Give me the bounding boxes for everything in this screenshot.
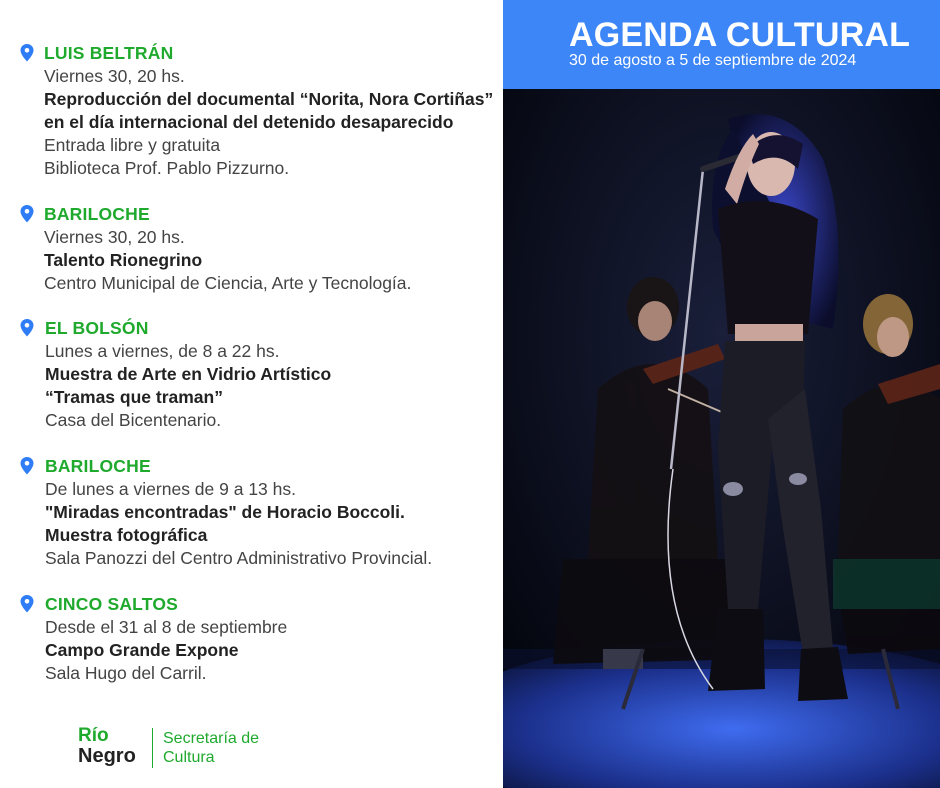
- logo-line-1: Río: [78, 725, 109, 746]
- agenda-header: [503, 0, 940, 89]
- concert-photo: [503, 89, 940, 788]
- location-pin-icon: [20, 457, 34, 475]
- location-pin-icon: [20, 595, 34, 613]
- event-venue: Biblioteca Prof. Pablo Pizzurno.: [44, 158, 290, 178]
- event-city: BARILOCHE: [44, 204, 150, 224]
- event-date: Viernes 30, 20 hs.: [44, 66, 185, 86]
- event-venue: Centro Municipal de Ciencia, Arte y Tecnología.: [44, 273, 412, 293]
- event-title: “Tramas que traman”: [45, 387, 223, 407]
- event-item: [20, 317, 500, 432]
- location-pin-icon: [20, 319, 34, 337]
- event-city: CINCO SALTOS: [45, 594, 179, 614]
- event-city: LUIS BELTRÁN: [44, 43, 174, 63]
- agenda-dates: 30 de agosto a 5 de septiembre de 2024: [569, 52, 857, 69]
- secretaria-line-1: Secretaría de: [163, 730, 260, 747]
- footer-logos: [78, 726, 298, 770]
- location-pin-icon: [20, 205, 34, 223]
- event-city: EL BOLSÓN: [45, 318, 149, 338]
- event-venue: Sala Hugo del Carril.: [45, 663, 207, 683]
- location-pin-icon: [20, 44, 34, 62]
- event-venue: Casa del Bicentenario.: [45, 410, 222, 430]
- event-title: Muestra de Arte en Vidrio Artístico: [45, 364, 332, 384]
- event-date: De lunes a viernes de 9 a 13 hs.: [45, 479, 296, 499]
- event-title: Talento Rionegrino: [44, 250, 203, 270]
- event-item: [20, 593, 500, 685]
- agenda-title: AGENDA CULTURAL: [569, 16, 911, 54]
- event-item: [20, 455, 500, 570]
- event-date: Lunes a viernes, de 8 a 22 hs.: [45, 341, 280, 361]
- secretaria-line-2: Cultura: [163, 749, 215, 766]
- event-venue: Sala Panozzi del Centro Administrativo Provincial.: [45, 548, 433, 568]
- event-title: Campo Grande Expone: [45, 640, 239, 660]
- event-title: Muestra fotográfica: [45, 525, 208, 545]
- secretaria-cultura-logo: [163, 729, 259, 767]
- photo-panel: [503, 0, 940, 788]
- event-city: BARILOCHE: [45, 456, 151, 476]
- logo-line-2: Negro: [78, 745, 136, 767]
- event-title: "Miradas encontradas" de Horacio Boccoli.: [45, 502, 405, 522]
- event-info: Entrada libre y gratuita: [44, 135, 221, 155]
- event-date: Desde el 31 al 8 de septiembre: [45, 617, 288, 637]
- event-title: en el día internacional del detenido desaparecido: [44, 112, 454, 132]
- event-date: Viernes 30, 20 hs.: [44, 227, 185, 247]
- event-item: [20, 42, 500, 180]
- event-item: [20, 203, 500, 295]
- rio-negro-logo: [78, 726, 136, 766]
- event-title: Reproducción del documental “Norita, Nora Cortiñas”: [44, 89, 494, 109]
- logo-divider: [152, 728, 153, 768]
